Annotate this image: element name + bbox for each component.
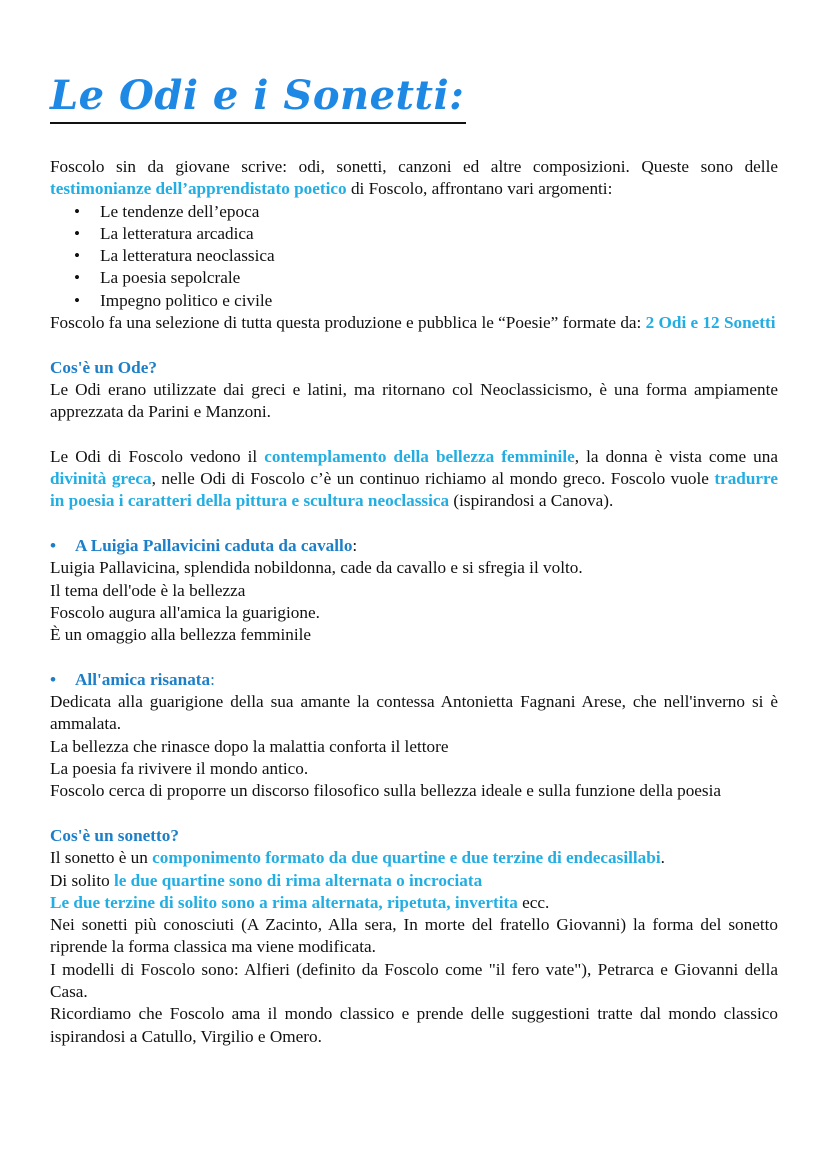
- text-line: Le due terzine di solito sono a rima alternata, ripetuta, invertita ecc.: [50, 892, 550, 912]
- text-line: Il tema dell'ode è la bellezza: [50, 580, 246, 600]
- bullet-icon: •: [74, 246, 81, 266]
- topics-list: [50, 201, 778, 312]
- text-line: Luigia Pallavicina, splendida nobildonna, cade da cavallo e si sfregia il volto.: [50, 558, 583, 578]
- text-line: Foscolo augura all'amica la guarigione.: [50, 602, 320, 622]
- selection-paragraph: Foscolo fa una selezione di tutta questa produzione e pubblica le “Poesie” formate da: 2 Odi e 12 Sonetti: [50, 313, 776, 333]
- list-item: • La letteratura neoclassica: [50, 245, 778, 267]
- text-line: Di solito le due quartine sono di rima alternata o incrociata: [50, 870, 483, 890]
- bullet-icon: •: [50, 536, 57, 556]
- amica-heading: • All'amica risanata:: [50, 669, 778, 691]
- highlight: testimonianze dell’apprendistato poetico: [50, 179, 347, 199]
- text-paragraph: Dedicata alla guarigione della sua amante la contessa Antonietta Fagnani Arese, che nell'inverno si è ammalata.: [50, 692, 778, 734]
- text-line: È un omaggio alla bellezza femminile: [50, 625, 312, 645]
- bullet-icon: •: [74, 268, 81, 288]
- bullet-icon: •: [74, 290, 81, 310]
- highlight: contemplamento della bellezza femminile: [264, 446, 575, 466]
- text-line: Il sonetto è un componimento formato da due quartine e due terzine di endecasillabi.: [50, 848, 665, 868]
- list-item: • Le tendenze dell’epoca: [50, 201, 778, 223]
- ode-paragraph: Le Odi erano utilizzate dai greci e latini, ma ritornano col Neoclassicismo, è una forma ampiamente apprezzata da Parini e Manzoni.: [50, 379, 778, 422]
- highlight: tradurre in poesia i caratteri della pittura e scultura neoclassica: [50, 469, 778, 511]
- document-body: [50, 156, 778, 1048]
- text-paragraph: Ricordiamo che Foscolo ama il mondo classico e prende delle suggestioni tratte dal mondo classico ispirandosi a Catullo, Virgilio e Omero.: [50, 1004, 778, 1046]
- text-paragraph: I modelli di Foscolo sono: Alfieri (definito da Foscolo come "il fero vate"), Petrarca e Giovanni della Casa.: [50, 959, 778, 1001]
- bullet-icon: •: [50, 669, 57, 689]
- sonetto-heading: Cos'è un sonetto?: [50, 825, 179, 845]
- highlight: le due quartine sono di rima alternata o incrociata: [113, 870, 483, 890]
- highlight: Le due terzine di solito sono a rima alternata, ripetuta, invertita: [50, 892, 518, 912]
- text-line: La bellezza che rinasce dopo la malattia conforta il lettore: [50, 736, 449, 756]
- page-title: Le Odi e i Sonetti:: [50, 72, 466, 124]
- list-item: • Impegno politico e civile: [50, 290, 778, 312]
- text-paragraph: Nei sonetti più conosciuti (A Zacinto, Alla sera, In morte del fratello Giovanni) la forma del sonetto riprende la forma classica ma viene modificata.: [50, 915, 778, 957]
- bullet-icon: •: [74, 201, 81, 221]
- intro-paragraph: Foscolo sin da giovane scrive: odi, sonetti, canzoni ed altre composizioni. Queste sono delle testimonianze dell’apprendistato poetico di Foscolo, affrontano vari argomenti:: [50, 157, 778, 199]
- list-item: • La letteratura arcadica: [50, 223, 778, 245]
- bullet-icon: •: [74, 223, 81, 243]
- text-paragraph: Foscolo cerca di proporre un discorso filosofico sulla bellezza ideale e sulla funzione della poesia: [50, 781, 722, 801]
- text-line: La poesia fa rivivere il mondo antico.: [50, 759, 309, 779]
- pallavicini-heading: • A Luigia Pallavicini caduta da cavallo:: [50, 535, 778, 557]
- highlight: divinità greca: [50, 469, 152, 489]
- highlight: 2 Odi e 12 Sonetti: [645, 313, 776, 333]
- ode-heading: Cos'è un Ode?: [50, 357, 157, 377]
- list-item: • La poesia sepolcrale: [50, 267, 778, 289]
- highlight: componimento formato da due quartine e due terzine di endecasillabi: [152, 848, 661, 868]
- ode-foscolo-paragraph: Le Odi di Foscolo vedono il contemplamento della bellezza femminile, la donna è vista come una divinità greca, nelle Odi di Foscolo c’è un continuo richiamo al mondo greco. Foscolo vuole tradurre in poesia i caratteri della pittura e scultura neoclassica (ispirandosi a Canova).: [50, 446, 778, 511]
